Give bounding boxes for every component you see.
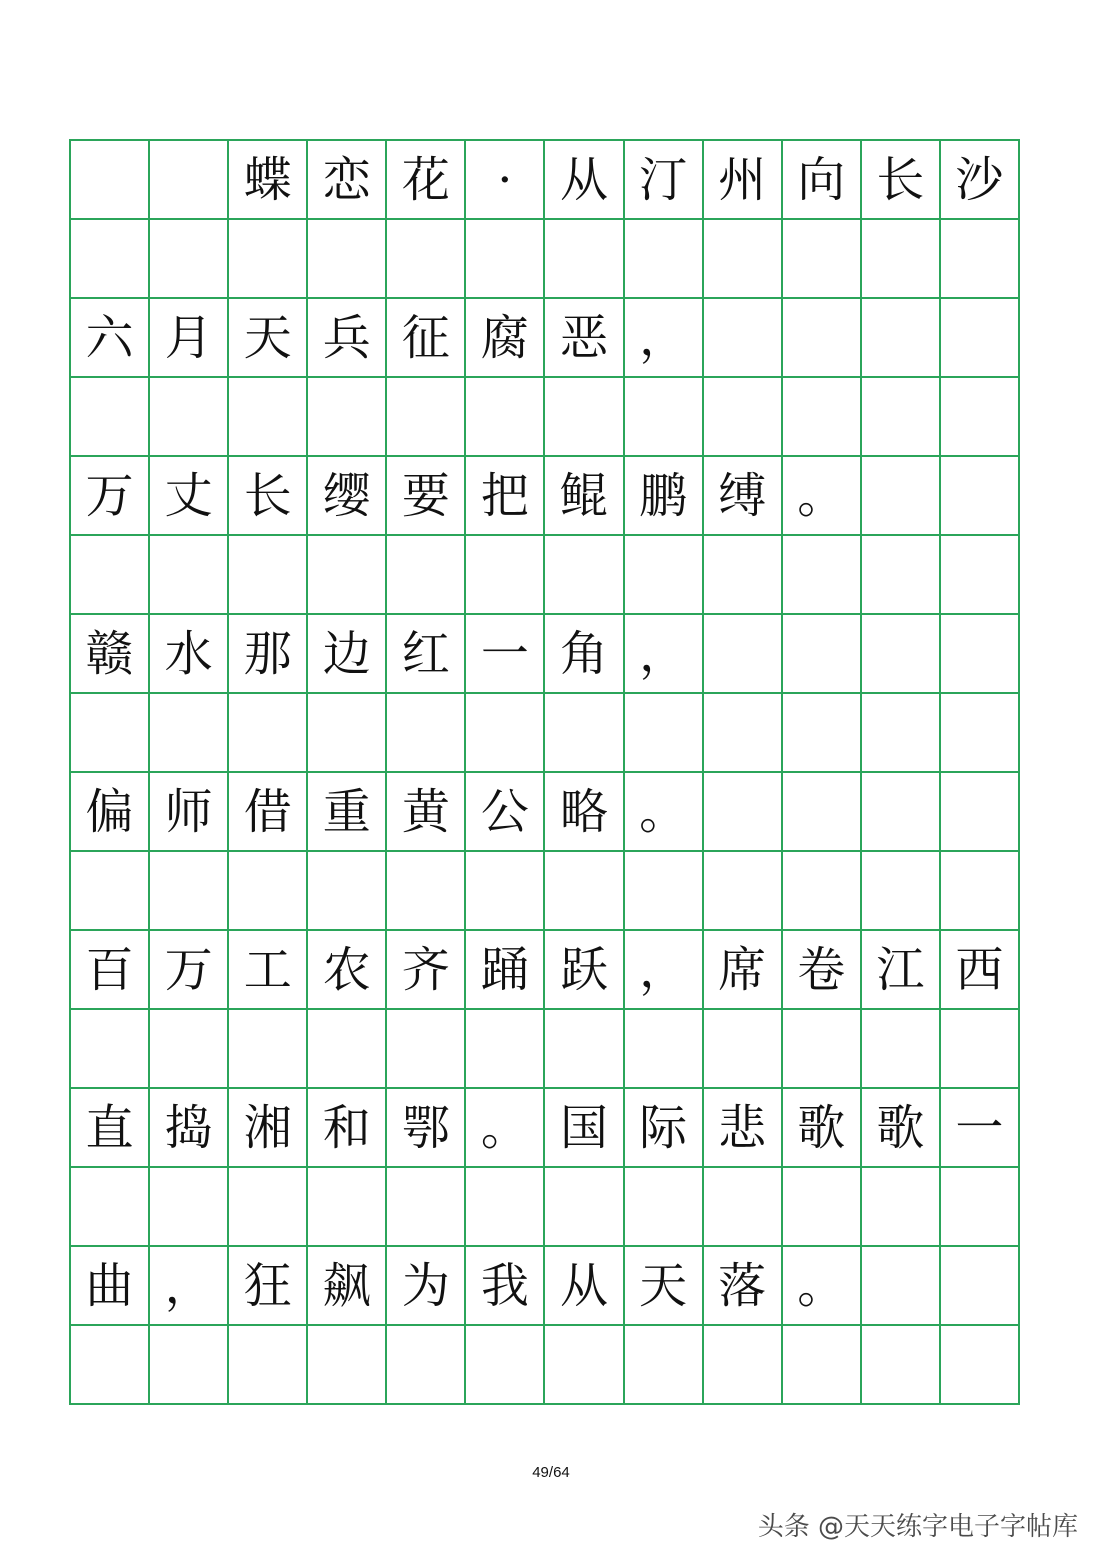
grid-cell [228,851,307,930]
grid-cell: 月 [149,298,228,377]
grid-cell [149,377,228,456]
grid-cell: 直 [70,1088,149,1167]
grid-cell [624,851,703,930]
grid-cell [465,693,544,772]
grid-cell: 那 [228,614,307,693]
grid-cell [940,377,1019,456]
grid-cell [544,535,623,614]
grid-cell [465,219,544,298]
grid-cell [307,1009,386,1088]
text-row [70,298,1019,377]
grid-cell: 西 [940,930,1019,1009]
grid-cell: 恋 [307,140,386,219]
grid-cell [703,298,782,377]
grid-cell: ， [149,1246,228,1325]
grid-cell: 为 [386,1246,465,1325]
grid-cell: 捣 [149,1088,228,1167]
grid-cell [465,377,544,456]
grid-cell [940,1167,1019,1246]
grid-cell [149,535,228,614]
grid-cell: 汀 [624,140,703,219]
grid-cell: 天 [228,298,307,377]
grid-cell [782,219,861,298]
grid-cell: 偏 [70,772,149,851]
grid-cell [861,219,940,298]
grid-cell: 鹏 [624,456,703,535]
grid-cell [940,1246,1019,1325]
grid-cell: 水 [149,614,228,693]
grid-cell: 腐 [465,298,544,377]
grid-cell: ， [624,930,703,1009]
grid-cell [624,1167,703,1246]
grid-cell: 缨 [307,456,386,535]
text-row [70,614,1019,693]
grid-cell: 我 [465,1246,544,1325]
grid-cell [465,851,544,930]
grid-cell: ， [624,614,703,693]
grid-cell [70,693,149,772]
grid-cell [861,772,940,851]
grid-cell: 天 [624,1246,703,1325]
blank-practice-row [70,1009,1019,1088]
grid-cell: 和 [307,1088,386,1167]
watermark: 头条 @天天练字电子字帖库 [757,1512,1078,1542]
grid-cell [544,693,623,772]
grid-cell [624,219,703,298]
grid-cell: 把 [465,456,544,535]
grid-cell [703,772,782,851]
grid-cell [861,298,940,377]
grid-cell [228,693,307,772]
grid-cell [782,535,861,614]
grid-cell [149,851,228,930]
grid-cell [544,377,623,456]
grid-cell: 州 [703,140,782,219]
grid-cell [149,219,228,298]
grid-cell [782,851,861,930]
grid-cell [861,535,940,614]
grid-cell [307,219,386,298]
grid-cell [544,851,623,930]
grid-cell [624,693,703,772]
grid-cell [149,1325,228,1404]
grid-cell [940,851,1019,930]
grid-cell [703,1009,782,1088]
grid-cell [149,1009,228,1088]
grid-cell: 鄂 [386,1088,465,1167]
grid-cell [386,693,465,772]
grid-cell: 席 [703,930,782,1009]
grid-cell: 万 [149,930,228,1009]
blank-practice-row [70,1325,1019,1404]
grid-cell: 落 [703,1246,782,1325]
grid-cell [544,1325,623,1404]
blank-practice-row [70,377,1019,456]
grid-cell: 黄 [386,772,465,851]
text-row [70,140,1019,219]
grid-cell [70,1167,149,1246]
grid-cell [544,1167,623,1246]
grid-cell: 齐 [386,930,465,1009]
text-row [70,930,1019,1009]
grid-cell: 向 [782,140,861,219]
grid-cell [228,1167,307,1246]
grid-cell [940,1009,1019,1088]
grid-cell [703,614,782,693]
grid-cell [703,693,782,772]
grid-cell [70,535,149,614]
grid-cell: 从 [544,140,623,219]
grid-cell [465,535,544,614]
grid-cell [703,1325,782,1404]
grid-cell [544,1009,623,1088]
grid-cell: 借 [228,772,307,851]
grid-cell [386,1167,465,1246]
grid-cell [861,1246,940,1325]
grid-cell [940,1325,1019,1404]
grid-cell [782,377,861,456]
grid-cell [861,851,940,930]
grid-cell: ， [624,298,703,377]
grid-cell: 公 [465,772,544,851]
grid-cell: 国 [544,1088,623,1167]
grid-cell: 缚 [703,456,782,535]
grid-cell: 从 [544,1246,623,1325]
grid-cell: 蝶 [228,140,307,219]
grid-cell [307,535,386,614]
grid-cell: 狂 [228,1246,307,1325]
grid-cell [70,851,149,930]
grid-cell [782,772,861,851]
grid-cell [940,219,1019,298]
grid-cell: 恶 [544,298,623,377]
grid-cell: 飙 [307,1246,386,1325]
grid-cell [228,377,307,456]
grid-cell: 兵 [307,298,386,377]
grid-cell [307,693,386,772]
grid-cell: 红 [386,614,465,693]
grid-cell [70,1325,149,1404]
grid-cell [228,219,307,298]
grid-cell: 长 [861,140,940,219]
grid-cell [386,535,465,614]
grid-cell [307,377,386,456]
grid-cell [386,1325,465,1404]
grid-cell [861,693,940,772]
grid-cell: 略 [544,772,623,851]
grid-cell [940,298,1019,377]
grid-cell [149,693,228,772]
grid-cell: 要 [386,456,465,535]
grid-cell [465,1009,544,1088]
grid-cell: 踊 [465,930,544,1009]
grid-cell: 湘 [228,1088,307,1167]
grid-cell: 边 [307,614,386,693]
grid-cell [70,219,149,298]
grid-cell: 百 [70,930,149,1009]
grid-cell: 角 [544,614,623,693]
grid-cell [70,140,149,219]
grid-cell: 丈 [149,456,228,535]
grid-cell [861,377,940,456]
grid-cell: 师 [149,772,228,851]
grid-cell [940,693,1019,772]
grid-cell [703,535,782,614]
grid-cell [703,851,782,930]
page-number: 49/64 [532,1464,570,1481]
grid-cell [782,693,861,772]
grid-cell: 长 [228,456,307,535]
grid-cell: 征 [386,298,465,377]
grid-cell [782,614,861,693]
grid-cell [307,851,386,930]
grid-cell: 。 [465,1088,544,1167]
grid-cell: 际 [624,1088,703,1167]
grid-cell: 。 [782,456,861,535]
grid-cell [149,140,228,219]
grid-cell: 工 [228,930,307,1009]
grid-cell: 花 [386,140,465,219]
grid-cell: 悲 [703,1088,782,1167]
blank-practice-row [70,219,1019,298]
grid-cell [149,1167,228,1246]
grid-cell [544,219,623,298]
grid-body [70,140,1019,1404]
grid-cell: 农 [307,930,386,1009]
text-row [70,772,1019,851]
grid-cell [861,614,940,693]
grid-cell [861,1009,940,1088]
grid-cell [624,1009,703,1088]
grid-cell [782,1009,861,1088]
grid-cell [307,1167,386,1246]
text-row [70,456,1019,535]
grid-cell: 鲲 [544,456,623,535]
grid-cell [782,1325,861,1404]
grid-cell: 跃 [544,930,623,1009]
grid-cell [861,1167,940,1246]
grid-cell: 六 [70,298,149,377]
grid-cell [782,1167,861,1246]
grid-cell [70,377,149,456]
grid-cell [861,456,940,535]
grid-cell: 重 [307,772,386,851]
grid-cell [386,377,465,456]
grid-cell [940,772,1019,851]
grid-cell [703,377,782,456]
text-row [70,1246,1019,1325]
grid-cell: 歌 [782,1088,861,1167]
grid-cell: · [465,140,544,219]
grid-cell [307,1325,386,1404]
grid-cell [782,298,861,377]
grid-cell [386,1009,465,1088]
grid-cell: 一 [940,1088,1019,1167]
grid-cell [624,535,703,614]
blank-practice-row [70,851,1019,930]
grid-cell [465,1325,544,1404]
grid-cell: 歌 [861,1088,940,1167]
grid-cell [703,219,782,298]
character-grid [69,139,1020,1405]
grid-cell: 江 [861,930,940,1009]
text-row [70,1088,1019,1167]
grid-cell: 。 [624,772,703,851]
grid-cell: 沙 [940,140,1019,219]
grid-cell: 。 [782,1246,861,1325]
practice-sheet [69,139,1020,1405]
grid-cell [940,535,1019,614]
grid-cell [386,219,465,298]
grid-cell: 一 [465,614,544,693]
grid-cell [861,1325,940,1404]
grid-cell: 赣 [70,614,149,693]
grid-cell: 万 [70,456,149,535]
grid-cell [228,1325,307,1404]
grid-cell [228,1009,307,1088]
grid-cell: 卷 [782,930,861,1009]
grid-cell [624,377,703,456]
blank-practice-row [70,535,1019,614]
grid-cell [940,614,1019,693]
grid-cell [228,535,307,614]
grid-cell [624,1325,703,1404]
grid-cell [940,456,1019,535]
grid-cell [70,1009,149,1088]
grid-cell: 曲 [70,1246,149,1325]
blank-practice-row [70,693,1019,772]
grid-cell [465,1167,544,1246]
grid-cell [703,1167,782,1246]
grid-cell [386,851,465,930]
blank-practice-row [70,1167,1019,1246]
